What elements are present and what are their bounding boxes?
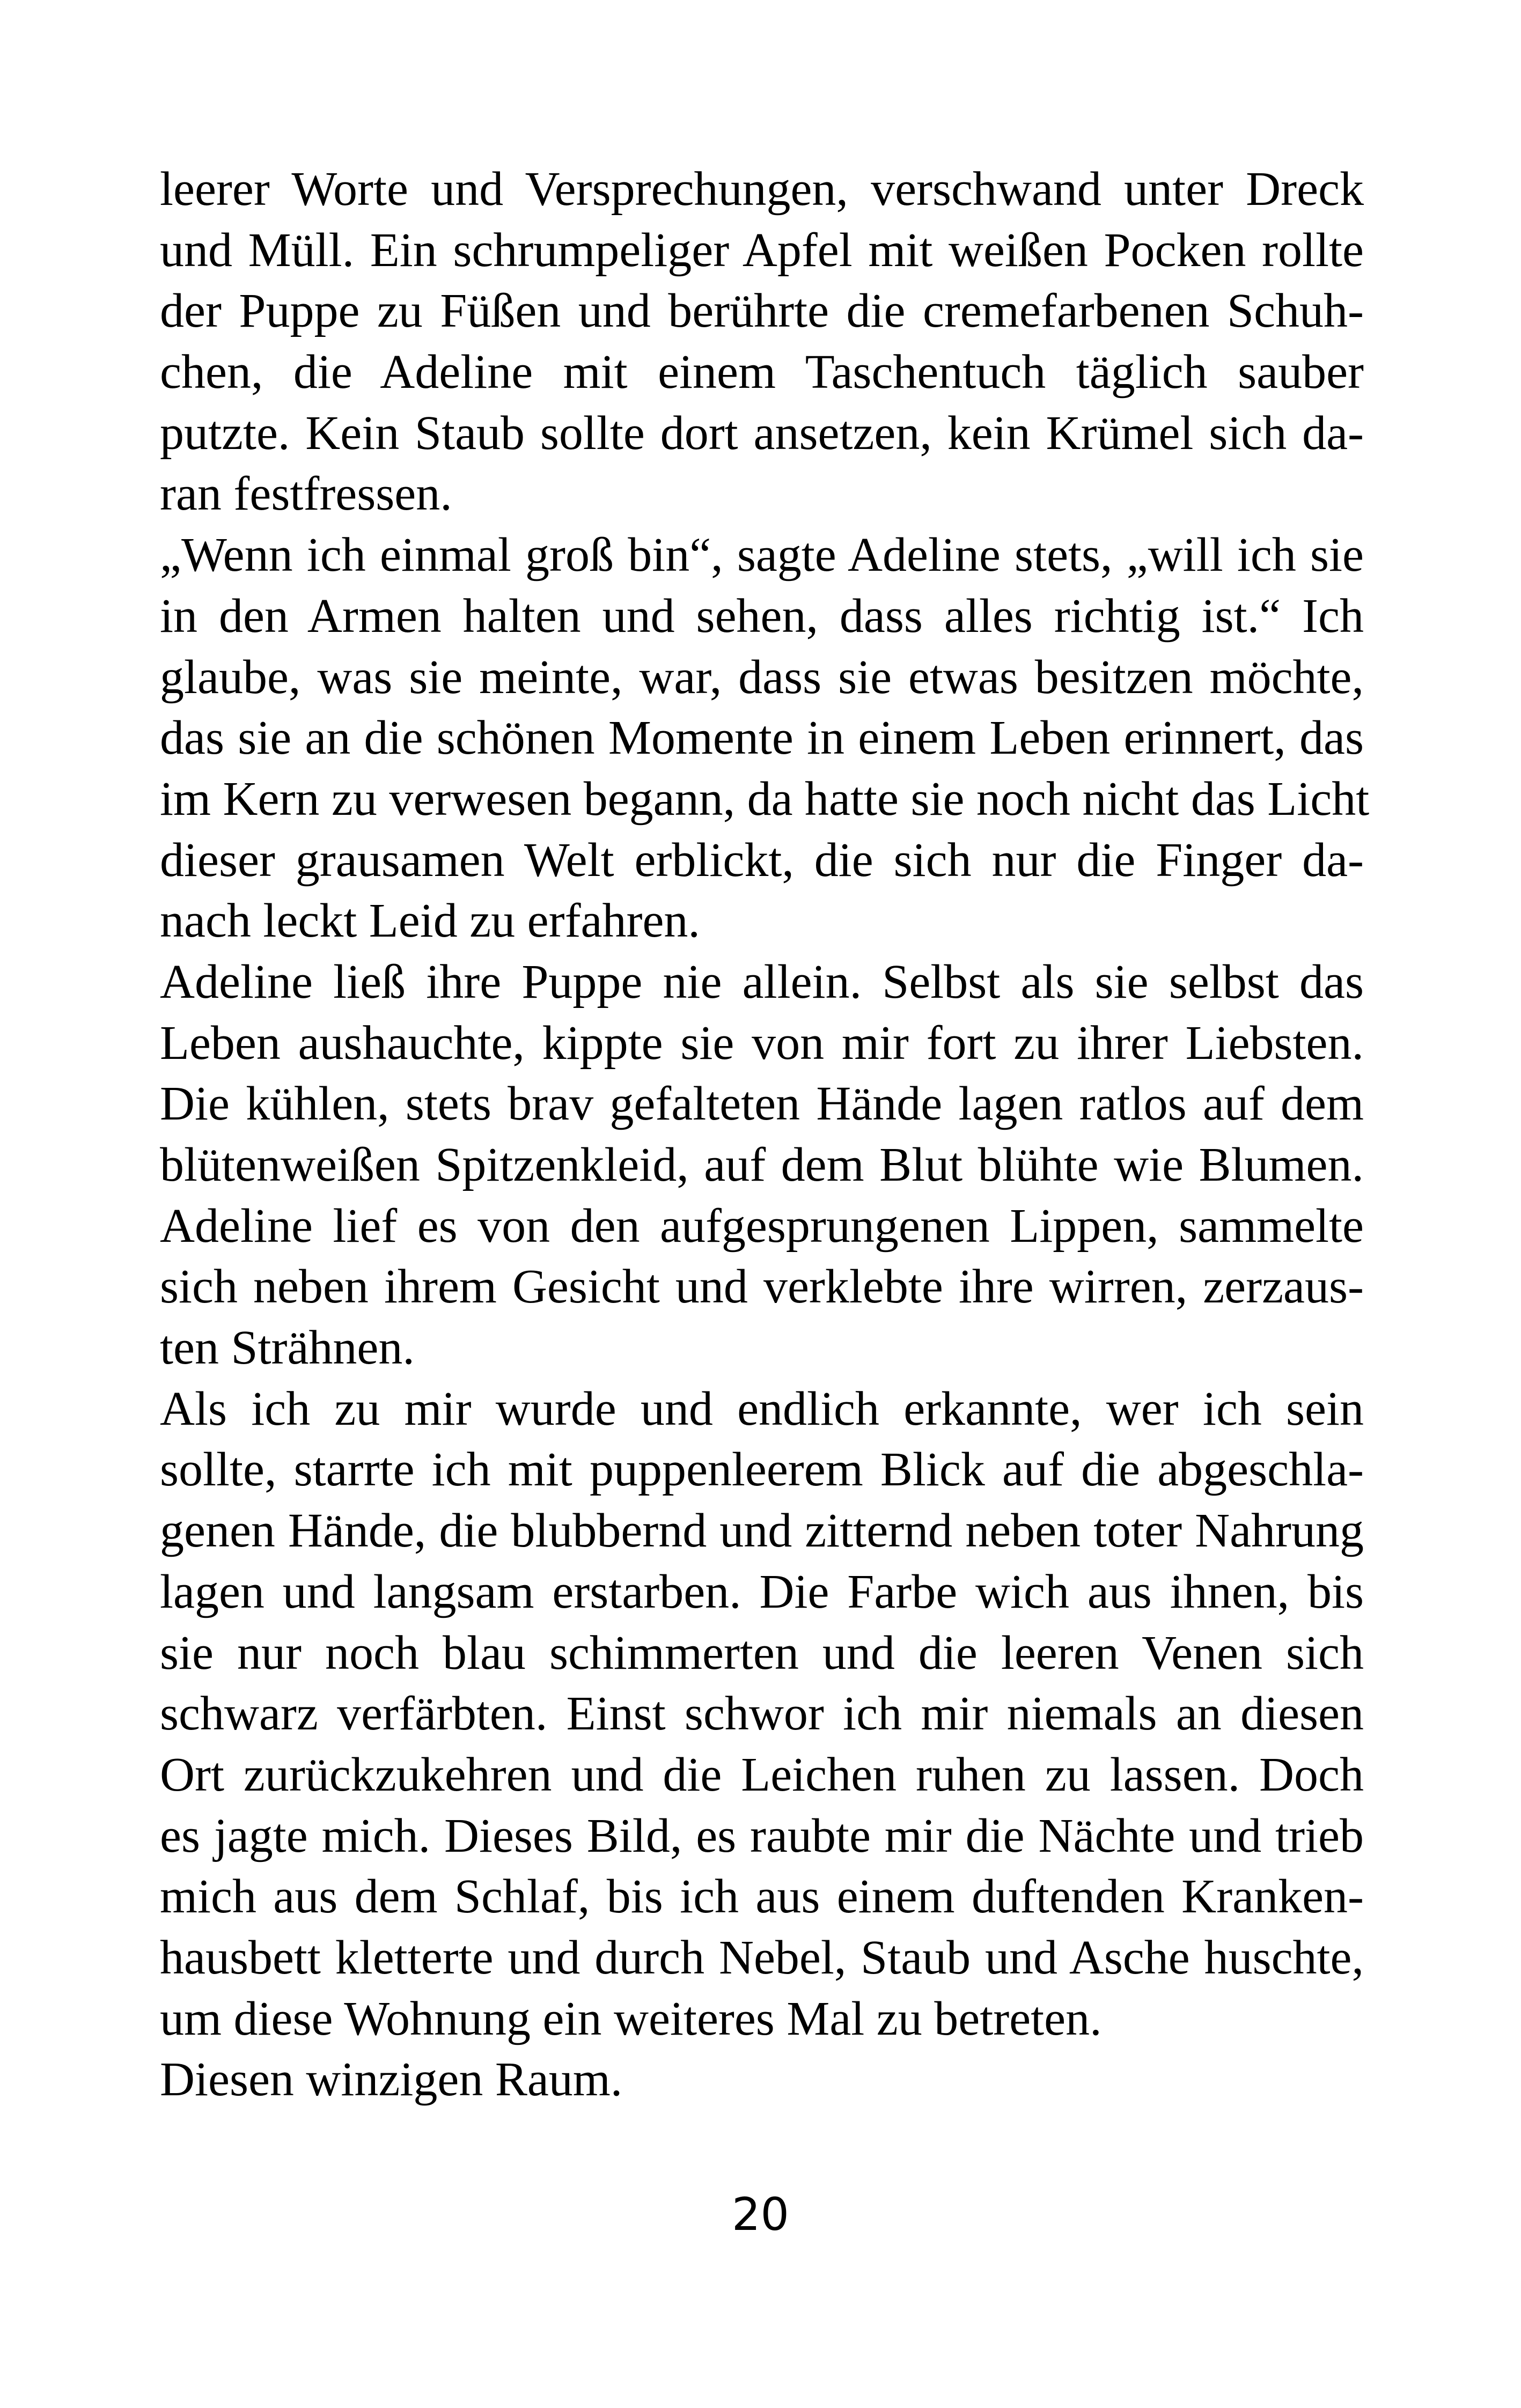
text-line: putzte. Kein Staub sollte dort ansetzen, kein Krümel sich da- <box>160 406 1364 460</box>
text-line: „Wenn ich einmal groß bin“, sagte Adeline stets, „will ich sie <box>160 528 1364 582</box>
text-line: im Kern zu verwesen begann, da hatte sie noch nicht das Licht <box>160 772 1370 826</box>
text-line: um diese Wohnung ein weiteres Mal zu betreten. <box>160 1992 1102 2045</box>
text-line: Die kühlen, stets brav gefalteten Hände lagen ratlos auf dem <box>160 1077 1364 1131</box>
text-line: Als ich zu mir wurde und endlich erkannte, wer ich sein <box>160 1382 1364 1435</box>
page-number: 20 <box>732 2188 789 2241</box>
text-line: sie nur noch blau schimmerten und die leeren Venen sich <box>160 1626 1364 1680</box>
text-line: sollte, starrte ich mit puppenleerem Blick auf die abgeschla- <box>160 1443 1364 1497</box>
text-line: in den Armen halten und sehen, dass alles richtig ist.“ Ich <box>160 589 1364 643</box>
text-line: chen, die Adeline mit einem Taschentuch täglich sauber <box>160 345 1364 399</box>
text-line: Adeline lief es von den aufgesprungenen Lippen, sammelte <box>160 1199 1364 1253</box>
text-line: sich neben ihrem Gesicht und verklebte ihre wirren, zerzaus- <box>160 1260 1364 1314</box>
text-line: hausbett kletterte und durch Nebel, Staub und Asche huschte, <box>160 1931 1364 1984</box>
text-line: Diesen winzigen Raum. <box>160 2053 623 2107</box>
text-line: Ort zurückzukehren und die Leichen ruhen zu lassen. Doch <box>160 1748 1364 1801</box>
text-line: nach leckt Leid zu erfahren. <box>160 894 700 948</box>
text-line: schwarz verfärbten. Einst schwor ich mir niemals an diesen <box>160 1687 1364 1741</box>
text-line: mich aus dem Schlaf, bis ich aus einem duftenden Kranken- <box>160 1870 1364 1924</box>
text-line: leerer Worte und Versprechungen, verschwand unter Dreck <box>160 163 1364 216</box>
text-line: lagen und langsam erstarben. Die Farbe wich aus ihnen, bis <box>160 1565 1364 1618</box>
text-line: ran festfressen. <box>160 467 452 521</box>
text-line: es jagte mich. Dieses Bild, es raubte mir die Nächte und trieb <box>160 1809 1364 1862</box>
text-line: Leben aushauchte, kippte sie von mir fort zu ihrer Liebsten. <box>160 1016 1364 1070</box>
text-line: blütenweißen Spitzenkleid, auf dem Blut blühte wie Blumen. <box>160 1138 1364 1191</box>
text-line: glaube, was sie meinte, war, dass sie etwas besitzen möchte, <box>160 650 1364 704</box>
text-line: Adeline ließ ihre Puppe nie allein. Selbst als sie selbst das <box>160 955 1364 1008</box>
text-line: genen Hände, die blubbernd und zitternd neben toter Nahrung <box>160 1504 1364 1558</box>
text-line: ten Strähnen. <box>160 1321 415 1375</box>
text-line: der Puppe zu Füßen und berührte die cremefarbenen Schuh- <box>160 284 1364 338</box>
text-line: dieser grausamen Welt erblickt, die sich nur die Finger da- <box>160 833 1364 887</box>
text-line: das sie an die schönen Momente in einem Leben erinnert, das <box>160 711 1364 765</box>
text-line: und Müll. Ein schrumpeliger Apfel mit weißen Pocken rollte <box>160 223 1364 277</box>
body-text <box>160 159 1370 2110</box>
